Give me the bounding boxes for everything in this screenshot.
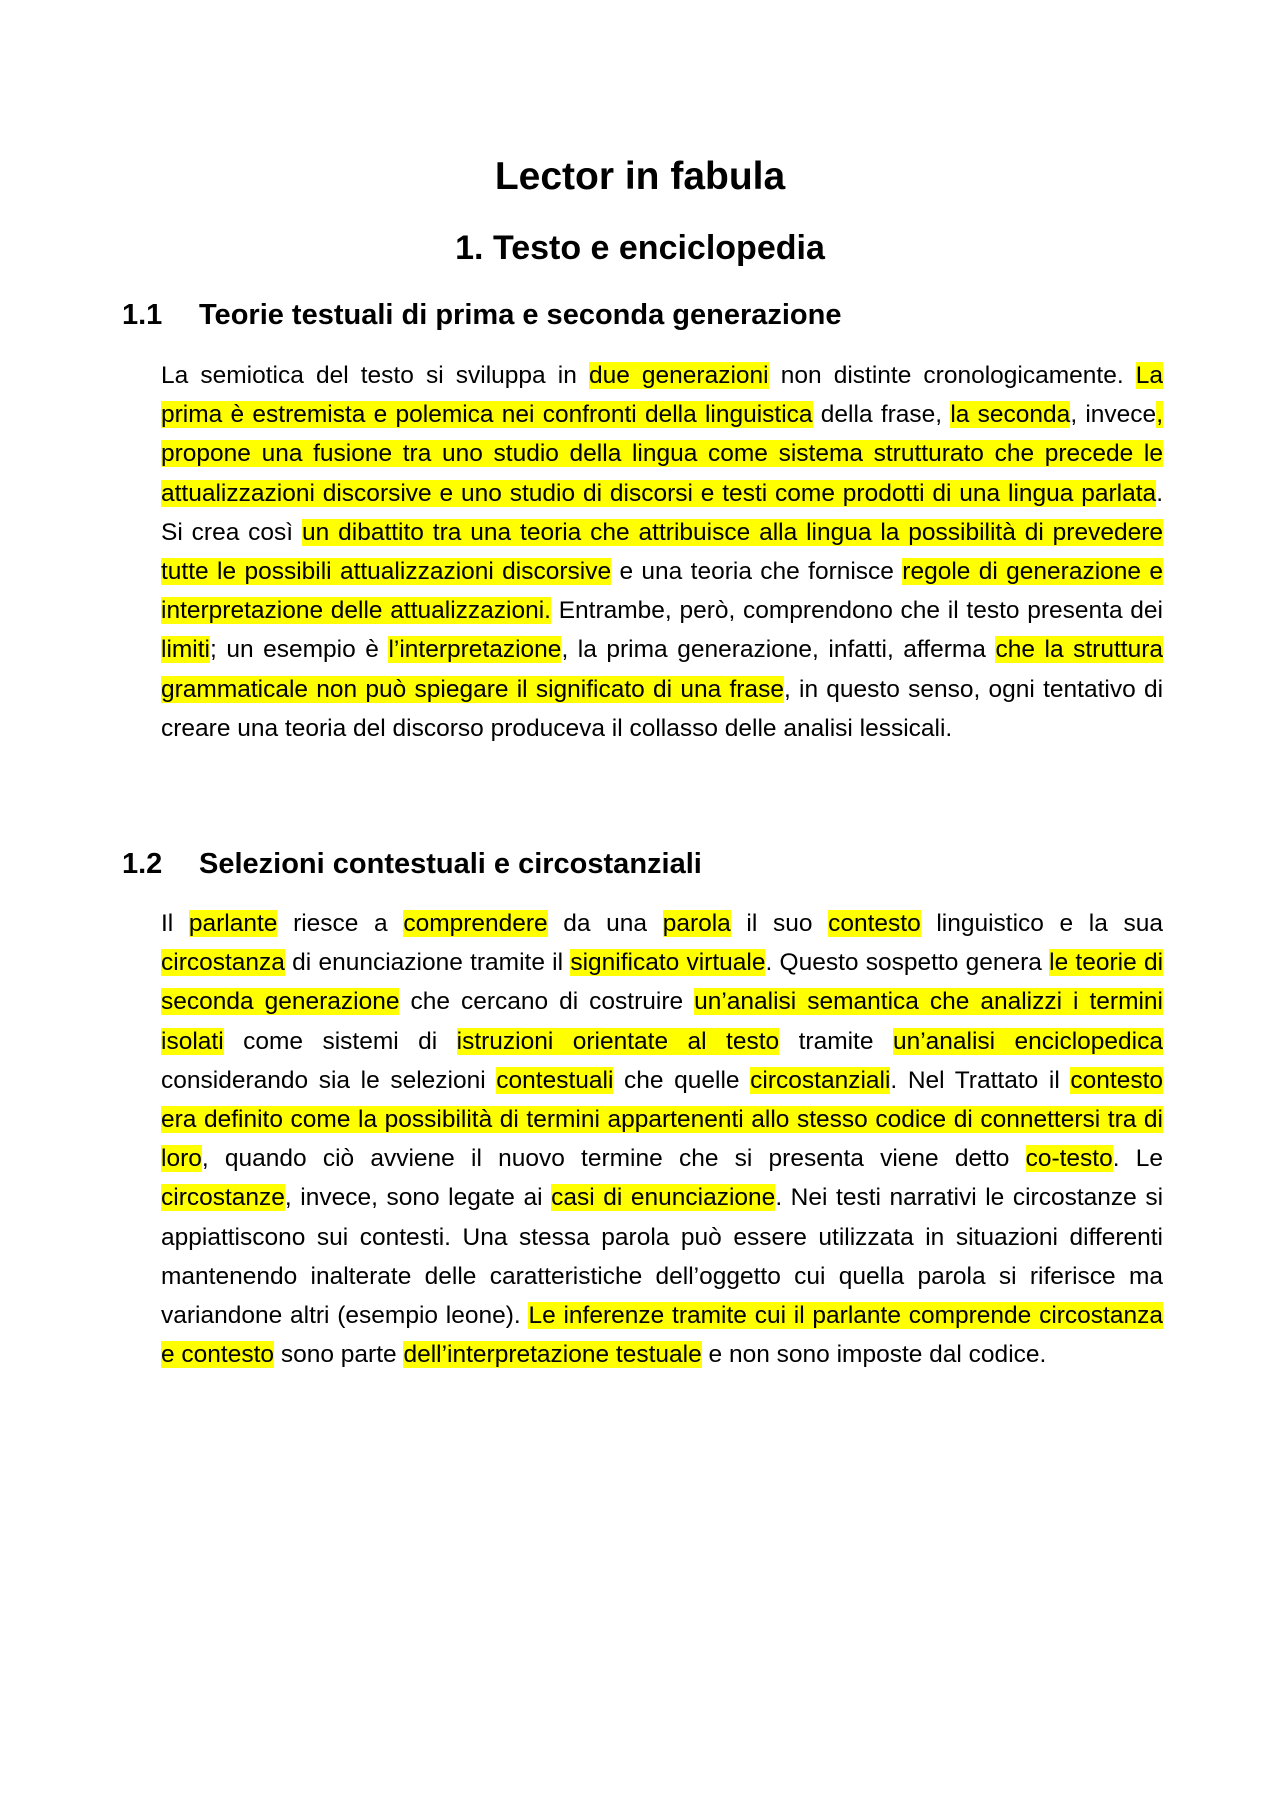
body-text: La semiotica del testo si sviluppa in	[161, 362, 589, 389]
body-text: linguistico e la sua	[920, 910, 1163, 937]
section-paragraph	[161, 356, 1163, 748]
highlighted-text: contestuali	[496, 1066, 614, 1094]
body-text: , invece	[1070, 401, 1157, 429]
highlighted-text: che la struttura grammaticale non può spiegare il significato di una frase	[161, 636, 1163, 703]
highlighted-text: regole di generazione e interpretazione delle attualizzazioni.	[161, 558, 1164, 625]
body-text: della frase,	[812, 401, 951, 429]
body-text: come sistemi di	[223, 1027, 457, 1055]
body-text: che cercano di costruire	[399, 988, 695, 1016]
highlighted-text: la seconda	[950, 401, 1071, 429]
highlighted-text: significato virtuale	[570, 949, 766, 977]
section-number: 1.2	[122, 848, 163, 880]
highlighted-text: casi di enunciazione	[551, 1184, 776, 1212]
body-text: il suo	[730, 910, 829, 937]
highlighted-text: La prima è estremista e polemica nei confronti della linguistica	[161, 362, 1164, 429]
body-text: . Si crea così	[161, 479, 1163, 546]
body-text: e non sono imposte dal codice.	[701, 1341, 1047, 1369]
body-text: Entrambe, però, comprendono che il testo presenta dei	[550, 597, 1163, 625]
body-text: e una teoria che fornisce	[611, 558, 903, 586]
body-text: . Questo sospetto genera	[765, 949, 1050, 977]
highlighted-text: co-testo	[1025, 1145, 1113, 1173]
section-heading	[122, 296, 1162, 334]
section-number: 1.1	[122, 299, 163, 331]
body-text: . Le	[1112, 1145, 1163, 1173]
highlighted-text: un dibattito tra una teoria che attribuisce alla lingua la possibilità di prevedere tutte le possibili attualizzazioni discorsive	[161, 518, 1163, 586]
highlighted-text: parola	[662, 910, 731, 937]
highlighted-text: , propone una fusione tra uno studio della lingua come sistema strutturato che precede le attualizzazioni discorsive e uno studio di discorsi e testi come prodotti di una lingua parlata	[161, 401, 1164, 507]
document-title: Lector in fabula	[494, 155, 786, 198]
highlighted-text: limiti	[161, 636, 210, 664]
body-text: . Nei testi narrativi le circostanze si appiattiscono sui contesti. Una stessa parola può essere utilizzata in situazioni differenti mantenendo inalterate delle caratteristiche dell’oggetto cui quella parola si riferisce ma variandone altri (esempio leone).	[161, 1184, 1164, 1330]
body-text: riesce a	[277, 910, 404, 937]
body-text: , in questo senso, ogni tentativo di creare una teoria del discorso produceva il collasso delle analisi lessicali.	[161, 675, 1164, 742]
body-text: ; un esempio è	[210, 636, 389, 664]
highlighted-text: contesto	[828, 910, 921, 937]
highlighted-text: le teorie di seconda generazione	[161, 949, 1164, 1016]
body-text: di enunciazione tramite il	[284, 949, 571, 977]
body-text: , invece, sono legate ai	[284, 1184, 552, 1212]
body-text: tramite	[779, 1027, 893, 1055]
highlighted-text: circostanze	[161, 1184, 285, 1212]
section-heading	[122, 845, 1162, 883]
body-text: , la prima generazione, infatti, afferma	[561, 636, 996, 664]
highlighted-text: un’analisi semantica che analizzi i termini isolati	[161, 988, 1163, 1055]
chapter-title: 1. Testo e enciclopedia	[455, 229, 825, 267]
highlighted-text: contesto era definito come la possibilità di termini appartenenti allo stesso codice di connettersi tra di loro	[161, 1066, 1164, 1173]
body-text: , quando ciò avviene il nuovo termine che si presenta viene detto	[201, 1145, 1026, 1173]
highlighted-text: comprendere	[403, 910, 548, 937]
body-text: . Nel Trattato il	[890, 1066, 1071, 1094]
highlighted-text: circostanziali	[750, 1066, 891, 1094]
highlighted-text: parlante	[188, 910, 278, 937]
section-paragraph	[161, 904, 1163, 1374]
body-text: da una	[547, 910, 663, 937]
highlighted-text: l’interpretazione	[388, 636, 562, 664]
highlighted-text: istruzioni orientate al testo	[456, 1027, 780, 1055]
highlighted-text: due generazioni	[588, 362, 769, 389]
highlighted-text: un’analisi enciclopedica	[892, 1027, 1163, 1055]
highlighted-text: circostanza	[161, 949, 285, 977]
section-title: Selezioni contestuali e circostanziali	[199, 848, 702, 880]
body-text: non distinte cronologicamente.	[768, 362, 1136, 389]
body-text: Il	[161, 910, 189, 937]
highlighted-text: dell’interpretazione testuale	[403, 1341, 702, 1369]
body-text: sono parte	[274, 1341, 404, 1369]
section-title: Teorie testuali di prima e seconda generazione	[199, 299, 842, 331]
body-text: che quelle	[613, 1066, 751, 1094]
body-text: considerando sia le selezioni	[161, 1066, 497, 1094]
highlighted-text: Le inferenze tramite cui il parlante comprende circostanza e contesto	[161, 1302, 1163, 1369]
